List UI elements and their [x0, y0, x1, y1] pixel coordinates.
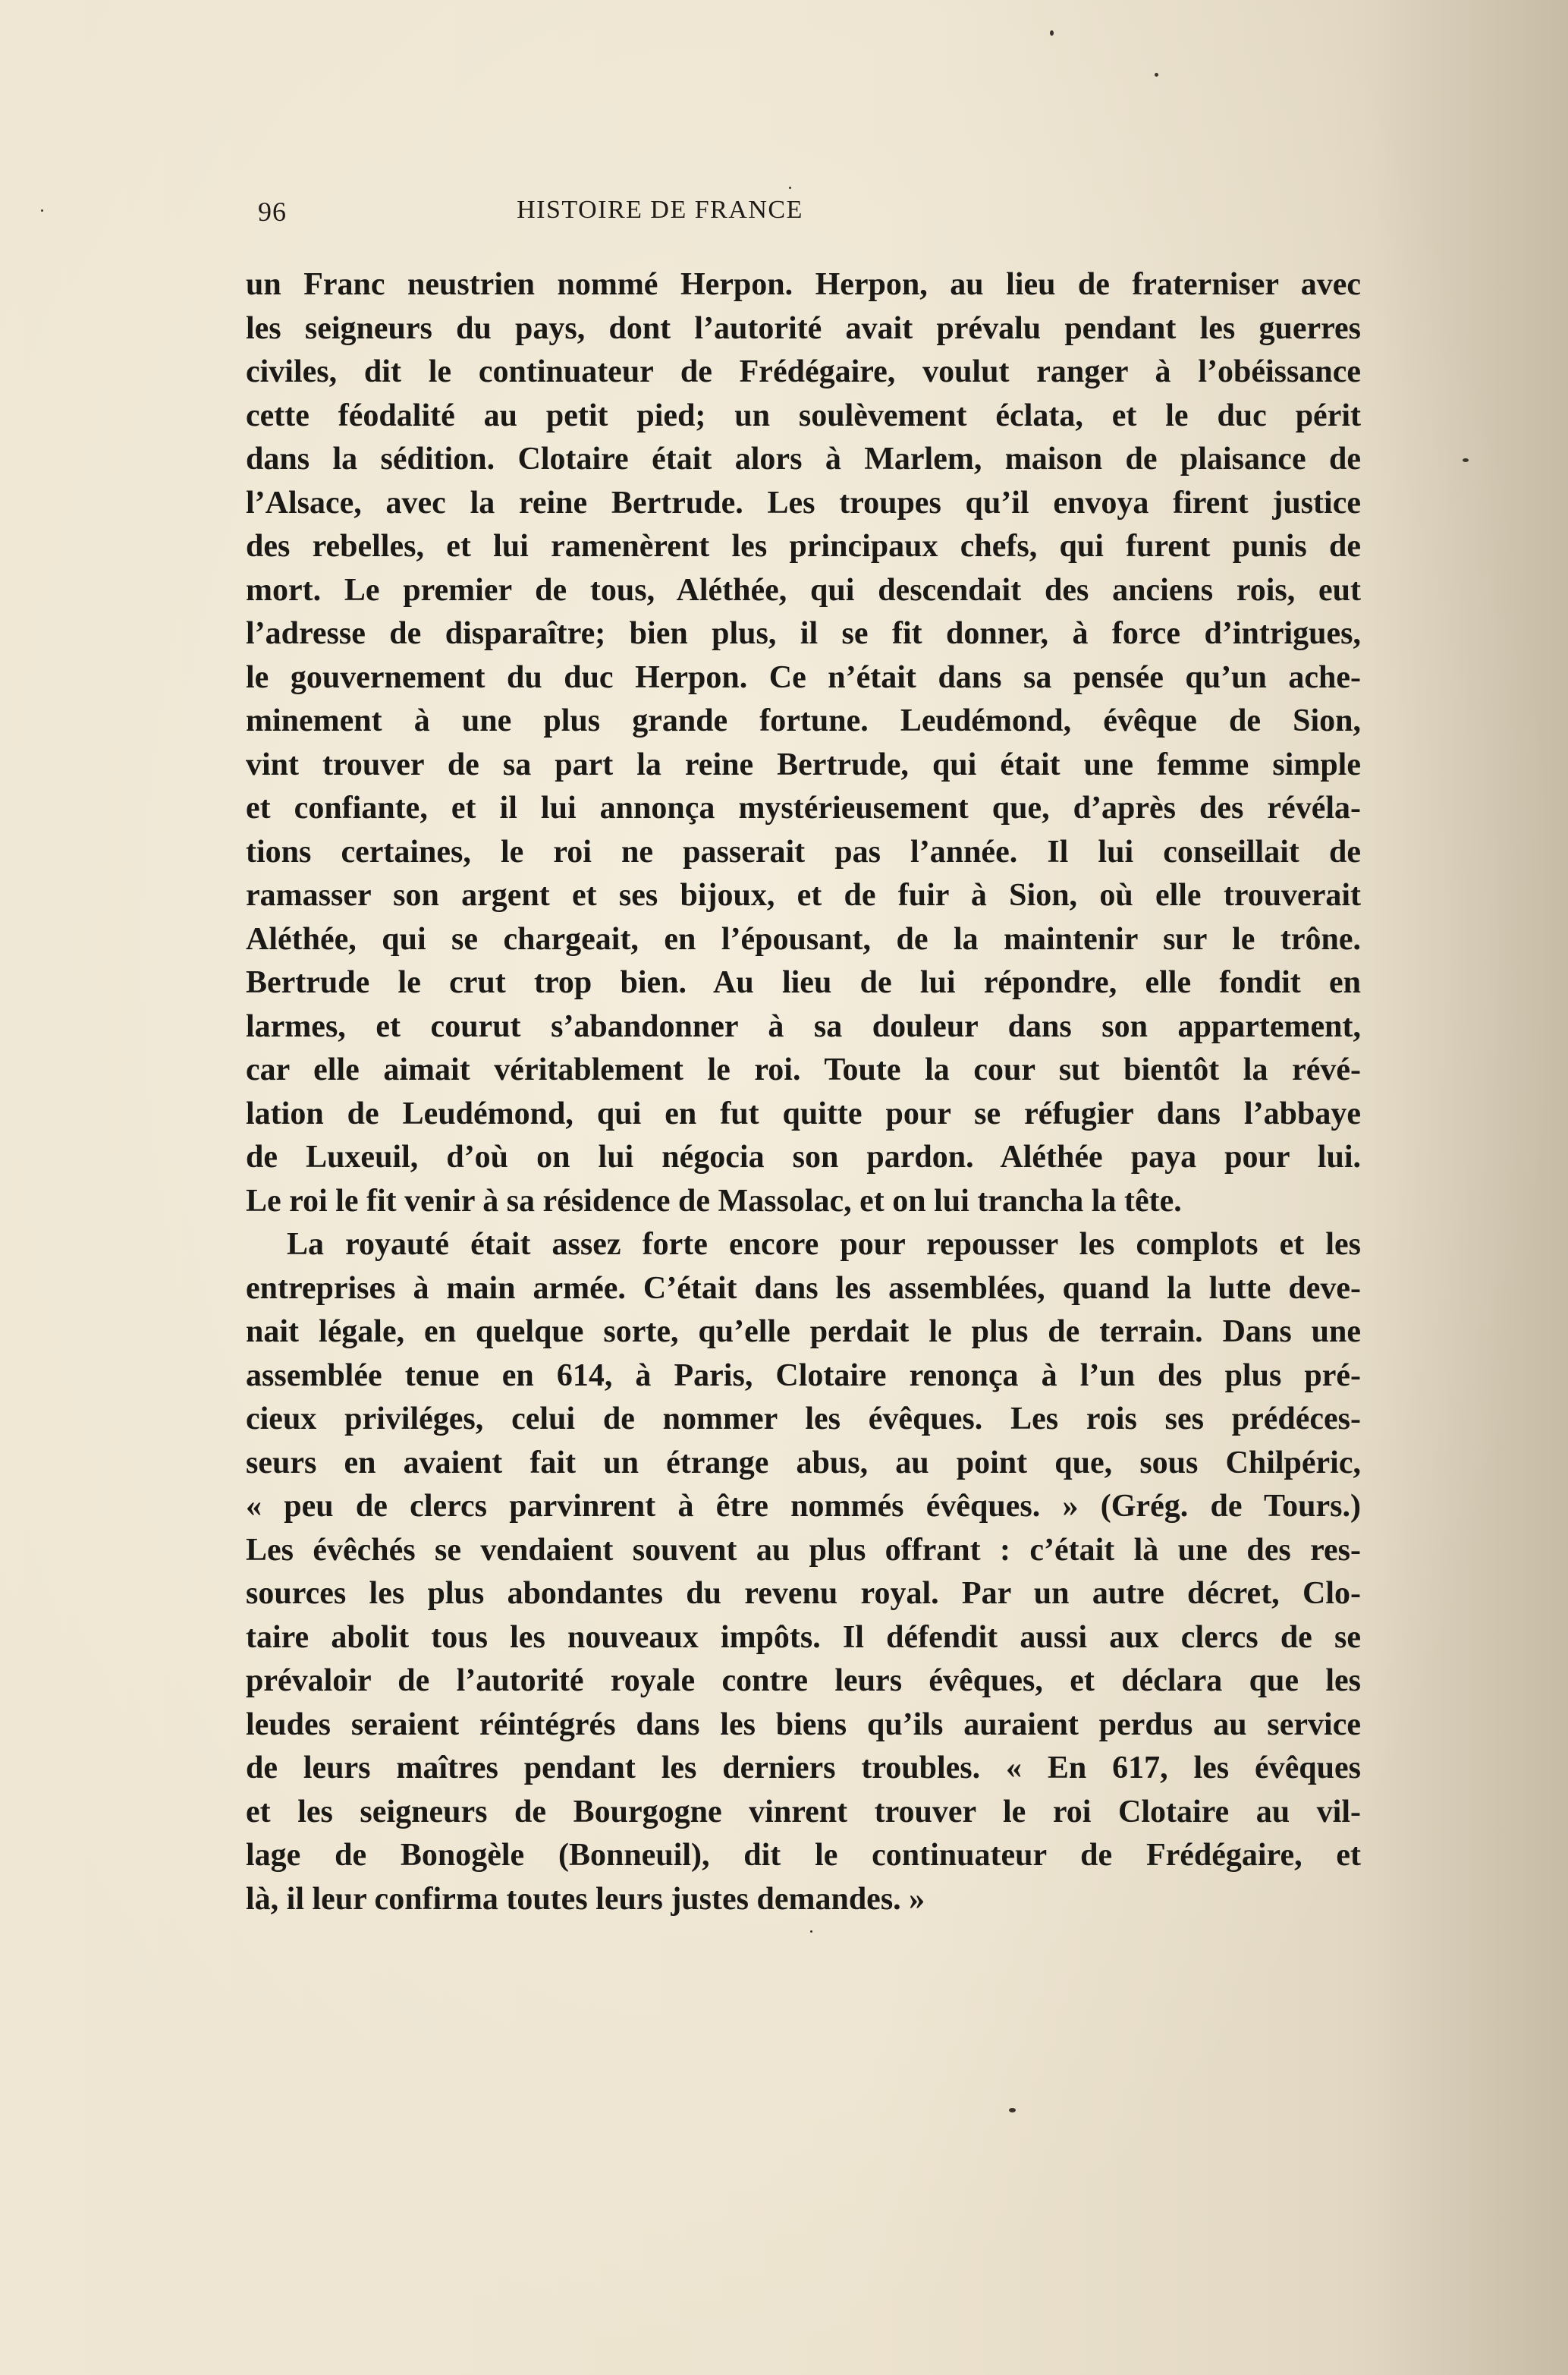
text-line: civiles, dit le continuateur de Frédégaire, voulut ranger à l’obéissance — [246, 354, 1361, 389]
text-line: de leurs maîtres pendant les derniers troubles. « En 617, les évêques — [246, 1751, 1361, 1785]
text-line: sources les plus abondantes du revenu royal. Par un autre décret, Clo- — [246, 1576, 1361, 1611]
text-line: et les seigneurs de Bourgogne vinrent trouver le roi Clotaire au vil- — [246, 1794, 1361, 1829]
paper-speck — [810, 1930, 812, 1933]
body-text — [246, 263, 1361, 1921]
text-line: et confiante, et il lui annonça mystérieusement que, d’après des révéla- — [246, 791, 1361, 826]
page-header — [250, 196, 986, 234]
text-line: des rebelles, et lui ramenèrent les principaux chefs, qui furent punis de — [246, 529, 1361, 564]
text-line: minement à une plus grande fortune. Leudémond, évêque de Sion, — [246, 703, 1361, 738]
text-line: entreprises à main armée. C’était dans les assemblées, quand la lutte deve- — [246, 1270, 1361, 1306]
paper-speck — [1155, 73, 1158, 77]
text-line: vint trouver de sa part la reine Bertrude, qui était une femme simple — [246, 747, 1361, 782]
text-line: ramasser son argent et ses bijoux, et de fuir à Sion, où elle trouverait — [246, 878, 1361, 913]
text-line: taire abolit tous les nouveaux impôts. Il défendit aussi aux clercs de se — [246, 1619, 1361, 1655]
text-line: lation de Leudémond, qui en fut quitte pour se réfugier dans l’abbaye — [246, 1096, 1361, 1131]
paper-speck — [1009, 2108, 1016, 2112]
text-line: cette féodalité au petit pied; un soulèvement éclata, et le duc périt — [246, 398, 1361, 433]
text-line: Les évêchés se vendaient souvent au plus offrant : c’était là une des res- — [246, 1532, 1361, 1568]
text-line: tions certaines, le roi ne passerait pas l’année. Il lui conseillait de — [246, 834, 1361, 870]
text-line: le gouvernement du duc Herpon. Ce n’était dans sa pensée qu’un ache- — [246, 659, 1361, 695]
text-line: un Franc neustrien nommé Herpon. Herpon, au lieu de fraterniser avec — [246, 267, 1361, 302]
paper-speck — [41, 209, 43, 212]
text-line: La royauté était assez forte encore pour repousser les complots et les — [287, 1227, 1361, 1262]
page-number: 96 — [258, 197, 287, 227]
text-line: seurs en avaient fait un étrange abus, au point que, sous Chilpéric, — [246, 1445, 1361, 1480]
text-line: les seigneurs du pays, dont l’autorité avait prévalu pendant les guerres — [246, 310, 1361, 346]
text-line: lage de Bonogèle (Bonneuil), dit le continuateur de Frédégaire, et — [246, 1838, 1361, 1873]
text-line: Aléthée, qui se chargeait, en l’épousant, de la maintenir sur le trône. — [246, 921, 1361, 957]
text-line: car elle aimait véritablement le roi. Toute la cour sut bientôt la révé- — [246, 1052, 1361, 1087]
text-line: larmes, et courut s’abandonner à sa douleur dans son appartement, — [246, 1008, 1361, 1044]
text-line: là, il leur confirma toutes leurs justes demandes. » — [246, 1881, 925, 1917]
text-line: l’Alsace, avec la reine Bertrude. Les troupes qu’il envoya firent justice — [246, 485, 1361, 521]
paper-speck — [1050, 30, 1054, 36]
text-line: de Luxeuil, d’où on lui négocia son pardon. Aléthée paya pour lui. — [246, 1140, 1361, 1175]
running-title: HISTOIRE DE FRANCE — [517, 196, 803, 224]
text-line: Le roi le fit venir à sa résidence de Massolac, et on lui trancha la tête. — [246, 1183, 1182, 1219]
paper-speck — [1463, 458, 1469, 462]
text-line: « peu de clercs parvinrent à être nommés évêques. » (Grég. de Tours.) — [246, 1489, 1361, 1524]
text-line: l’adresse de disparaître; bien plus, il se fit donner, à force d’intrigues, — [246, 616, 1361, 651]
text-line: nait légale, en quelque sorte, qu’elle perdait le plus de terrain. Dans une — [246, 1314, 1361, 1349]
text-line: mort. Le premier de tous, Aléthée, qui descendait des anciens rois, eut — [246, 572, 1361, 608]
text-line: cieux priviléges, celui de nommer les évêques. Les rois ses prédéces- — [246, 1401, 1361, 1436]
text-line: leudes seraient réintégrés dans les biens qu’ils auraient perdus au service — [246, 1707, 1361, 1742]
text-line: assemblée tenue en 614, à Paris, Clotaire renonça à l’un des plus pré- — [246, 1357, 1361, 1393]
text-line: Bertrude le crut trop bien. Au lieu de lui répondre, elle fondit en — [246, 965, 1361, 1000]
text-line: dans la sédition. Clotaire était alors à Marlem, maison de plaisance de — [246, 442, 1361, 477]
text-line: prévaloir de l’autorité royale contre leurs évêques, et déclara que les — [246, 1663, 1361, 1698]
paper-speck — [789, 187, 791, 189]
